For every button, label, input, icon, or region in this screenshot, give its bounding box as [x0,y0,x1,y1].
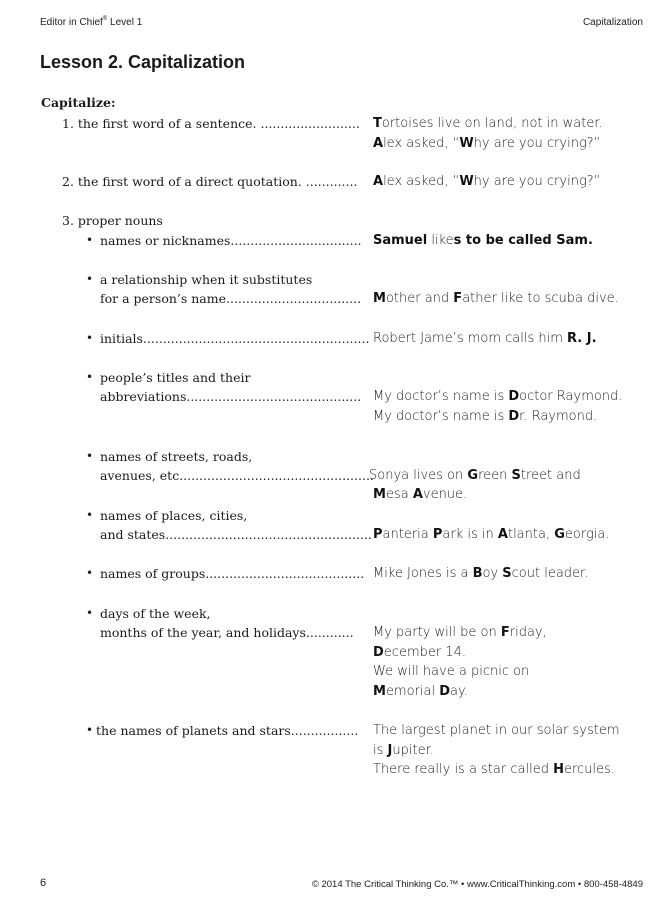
bullet-icon: • [86,370,94,384]
example [373,721,620,740]
item-streets: names of streets, roads, [100,449,253,464]
capitalized-letter: D [439,684,451,699]
capitalized-letter: s to be called Sam. [453,233,593,248]
bullet-icon: • [86,566,94,580]
example [373,172,600,191]
example-text: The largest planet in our solar system [373,723,620,738]
page-title: Lesson 2. Capitalization [40,52,246,72]
item-titles-cont: abbreviations............................................ [100,389,362,404]
book-title: Editor in Chief [40,17,103,28]
example [373,114,603,133]
example-text: Sonya lives on [369,468,468,483]
copyright-footer: © 2014 The Critical Thinking Co.™ • www.CriticalThinking.com • 800-458-4849 [311,879,643,890]
capitalized-letter: R. J. [567,331,597,346]
example [373,387,622,406]
example-text: There really is a star called [373,762,554,777]
example-text: ortoises live on land, not in water. [381,116,603,131]
page-number: 6 [40,877,47,889]
example-text: riday, [509,625,547,640]
bullet-icon: • [86,449,94,463]
example-text: Mike Jones is a [373,566,473,581]
header-book-title [40,17,142,28]
example-text: upiter. [392,743,434,758]
capitalized-letter: T [373,116,382,131]
example-text: venue. [422,487,468,502]
item-names: names or nicknames................................. [100,233,362,248]
example [373,231,593,250]
capitalized-letter: B [472,566,483,581]
example-text: ercules. [563,762,615,777]
example [373,329,597,348]
capitalized-letter: F [453,291,463,306]
item-initials: initials......................................................... [100,331,370,346]
item-groups: names of groups........................................ [100,566,365,581]
item-relationship-cont: for a person’s name.................................. [100,291,362,306]
example-text: reen [478,468,512,483]
example [373,682,468,701]
example [373,623,547,642]
bullet-icon: • [86,723,94,737]
example-text: hy are you crying?” [473,174,601,189]
example [373,760,615,779]
capitalized-letter: P [432,527,443,542]
example-text: Robert Jame’s mom calls him [373,331,568,346]
item-streets-cont: avenues, etc................................................. [100,468,374,483]
item-titles: people’s titles and their [100,370,251,385]
example [373,741,434,760]
example [373,643,466,662]
example-text: My party will be on [373,625,501,640]
item-days: days of the week, [100,606,211,621]
example-text: tlanta, [507,527,555,542]
example-text: My doctor’s name is [373,409,509,424]
capitalized-letter: P [373,527,383,542]
bullet-icon: • [86,233,94,247]
example [373,134,600,153]
capitalized-letter: Samuel [373,233,428,248]
example-text: esa [385,487,413,502]
capitalized-letter: S [511,468,521,483]
capitalized-letter: G [467,468,479,483]
capitalized-letter: A [373,136,384,151]
example-text: hy are you crying?” [473,136,601,151]
capitalized-letter: H [553,762,564,777]
rule-2: 2. the first word of a direct quotation. ............. [62,174,358,189]
capitalized-letter: A [373,174,384,189]
example-text: lex asked, “ [383,174,460,189]
example-text: like [427,233,454,248]
example-text: ather like to scuba dive. [462,291,619,306]
example-text: cout leader. [511,566,589,581]
example-text: octor Raymond. [519,389,623,404]
capitalized-letter: F [500,625,510,640]
example-text: lex asked, “ [383,136,460,151]
capitalized-letter: W [459,136,474,151]
example [373,485,467,504]
capitalized-letter: M [373,291,386,306]
capitalized-letter: D [373,645,384,660]
capitalized-letter: M [373,684,386,699]
example-text: We will have a picnic on [373,664,530,679]
rule-1: 1. the first word of a sentence. ......................... [62,116,360,131]
capitalized-letter: G [554,527,565,542]
example-text: treet and [520,468,581,483]
capitalized-letter: S [502,566,512,581]
example-text: other and [385,291,454,306]
capitalized-letter: D [508,409,520,424]
example-text: r. Raymond. [519,409,598,424]
example [369,466,581,485]
example-text: ay. [450,684,468,699]
item-places: names of places, cities, [100,508,248,523]
example-text: eorgia. [564,527,610,542]
bullet-icon: • [86,331,94,345]
example-text: oy [482,566,503,581]
capitalized-letter: D [508,389,520,404]
header-section: Capitalization [582,17,643,28]
example [373,525,609,544]
example-text: is [373,743,388,758]
bullet-icon: • [86,606,94,620]
rule-3: 3. proper nouns [62,213,163,228]
item-planets: the names of planets and stars................. [96,723,359,738]
capitalized-letter: J [387,743,393,758]
book-level: Level 1 [107,17,143,28]
capitalized-letter: A [412,487,423,502]
example-text: ecember 14. [383,645,467,660]
capitalized-letter: A [497,527,508,542]
example-text: ark is in [442,527,498,542]
example-text: emorial [385,684,440,699]
example-text: anteria [382,527,433,542]
item-relationship: a relationship when it substitutes [100,272,313,287]
example [373,289,619,308]
item-places-cont: and states.................................................... [100,527,372,542]
bullet-icon: • [86,272,94,286]
capitalize-label: Capitalize: [41,95,116,110]
registered-mark: ® [102,16,108,22]
bullet-icon: • [86,508,94,522]
item-days-cont: months of the year, and holidays............ [100,625,354,640]
example [373,407,597,426]
example [373,662,529,681]
example [373,564,588,583]
example-text: My doctor’s name is [373,389,509,404]
capitalized-letter: W [459,174,474,189]
capitalized-letter: M [373,487,386,502]
